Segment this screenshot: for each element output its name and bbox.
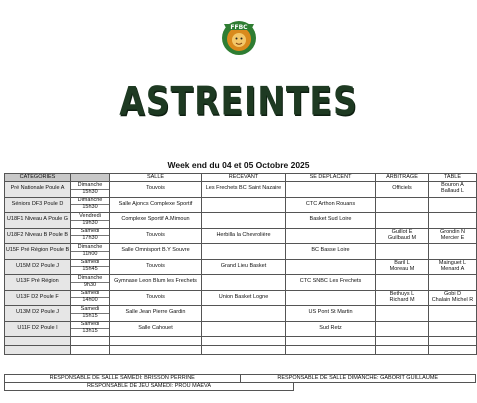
category-cell: U11F D2 Poule I (5, 321, 71, 337)
deplacent-cell (286, 259, 376, 275)
col-header-arbitrage: ARBITRAGE (376, 174, 429, 182)
table-row (5, 290, 477, 306)
table-official-1: Gobi D (443, 290, 462, 297)
table-row (5, 197, 477, 213)
salle-cell: Touvois (110, 228, 202, 244)
table-officials-cell (429, 182, 477, 198)
recevant-cell: Herbilla la Chevrolière (202, 228, 286, 244)
day-time-cell (71, 306, 110, 322)
table-officials-cell (429, 197, 477, 213)
category-cell: U13F D2 Poule F (5, 290, 71, 306)
responsables-row-2 (4, 383, 294, 391)
table-officials-cell (429, 228, 477, 244)
table-official-1: Mainguet L (438, 259, 467, 266)
table-row (5, 259, 477, 275)
deplacent-cell (286, 182, 376, 198)
time-label: 15h30 (82, 204, 98, 211)
recevant-cell: Union Basket Logne (202, 290, 286, 306)
empty-cell (71, 346, 110, 355)
day-label: Samedi (71, 291, 109, 298)
time-label: 9h30 (83, 281, 97, 288)
time-label: 19h30 (82, 219, 98, 226)
col-header-table: TABLE (429, 174, 477, 182)
empty-cell (429, 346, 477, 355)
table-official-2: Mercier E (440, 234, 465, 241)
table-row (5, 182, 477, 198)
empty-row (5, 346, 477, 355)
arbitre-2: Richard M (389, 296, 415, 303)
salle-cell: Salle Omnisport B.Y Souvre (110, 244, 202, 260)
arbitrage-cell (376, 228, 429, 244)
arbitrage-cell (376, 321, 429, 337)
arbitre-2: Guilbaud M (387, 234, 417, 241)
time-label: 15h15 (82, 312, 98, 319)
resp-salle-samedi: RESPONSABLE DE SALLE SAMEDI: BRISSON PERRINE (49, 375, 195, 381)
empty-cell (376, 346, 429, 355)
recevant-cell (202, 306, 286, 322)
table-officials-cell (429, 321, 477, 337)
empty-cell (286, 346, 376, 355)
table-row (5, 228, 477, 244)
category-cell: Pré Nationale Poule A (5, 182, 71, 198)
salle-cell: Salle Jean Pierre Gardin (110, 306, 202, 322)
day-label: Samedi (71, 260, 109, 267)
recevant-cell (202, 275, 286, 291)
table-officials-cell (429, 306, 477, 322)
time-label: 11h00 (82, 250, 98, 257)
day-time-cell (71, 259, 110, 275)
category-cell: U13M D2 Poule J (5, 306, 71, 322)
club-logo (218, 14, 260, 58)
category-cell: U15M D2 Poule J (5, 259, 71, 275)
empty-cell (5, 337, 71, 346)
table-officials-cell (429, 290, 477, 306)
recevant-cell (202, 244, 286, 260)
salle-cell: Salle Cahouet (110, 321, 202, 337)
empty-cell (5, 346, 71, 355)
empty-cell (71, 337, 110, 346)
arbitrage-cell (376, 197, 429, 213)
day-label: Vendredi (71, 214, 109, 221)
deplacent-cell: Basket Sud Loire (286, 213, 376, 229)
responsables-row-1 (4, 374, 476, 383)
empty-cell (110, 346, 202, 355)
arbitre-1: Baril L (394, 259, 410, 266)
time-label: 15h45 (82, 266, 98, 273)
deplacent-cell: BC Basse Loire (286, 244, 376, 260)
day-time-cell (71, 321, 110, 337)
day-time-cell (71, 275, 110, 291)
schedule-table (4, 173, 477, 355)
day-time-cell (71, 182, 110, 198)
recevant-cell (202, 321, 286, 337)
empty-cell (202, 337, 286, 346)
empty-cell (286, 337, 376, 346)
day-label: Samedi (71, 307, 109, 314)
arbitrage-cell (376, 259, 429, 275)
day-time-cell (71, 244, 110, 260)
lion-crest-icon (218, 14, 260, 58)
arbitrage-cell (376, 290, 429, 306)
table-official-2: Menard A (440, 265, 465, 272)
category-cell: Séniors DF3 Poule D (5, 197, 71, 213)
category-cell: U18F2 Niveau B Poule B (5, 228, 71, 244)
col-header-deplacent: SE DEPLACENT (286, 174, 376, 182)
table-row (5, 321, 477, 337)
salle-cell: Gymnase Leon Blum les Frechets (110, 275, 202, 291)
table-officials-cell (429, 213, 477, 229)
day-label: Samedi (71, 322, 109, 329)
day-time-cell (71, 290, 110, 306)
day-label: Samedi (71, 229, 109, 236)
table-officials-cell (429, 244, 477, 260)
category-cell: U15F Pré Région Poule B (5, 244, 71, 260)
empty-row (5, 337, 477, 346)
salle-cell: Touvois (110, 259, 202, 275)
col-header-time (71, 174, 110, 182)
arbitrage-cell (376, 306, 429, 322)
deplacent-cell: Sud Retz (286, 321, 376, 337)
empty-cell (429, 337, 477, 346)
table-official-2: Ballaud L (441, 188, 464, 195)
deplacent-cell: CTC SNBC Les Frechets (286, 275, 376, 291)
time-label: 13h15 (82, 328, 98, 335)
resp-salle-dimanche: RESPONSABLE DE SALLE DIMANCHE: GABORIT GUILLAUME (240, 375, 476, 382)
arbitrage-cell (376, 182, 429, 198)
empty-cell (110, 337, 202, 346)
col-header-categories: CATEGORIES (5, 174, 71, 182)
table-row (5, 275, 477, 291)
category-cell: U18F1 Niveau A Poule G (5, 213, 71, 229)
recevant-cell (202, 213, 286, 229)
deplacent-cell (286, 290, 376, 306)
salle-cell: Complexe Sportif A.Mimoun (110, 213, 202, 229)
category-cell: U13F Pré Région (5, 275, 71, 291)
salle-cell: Salle Ajoncs Complexe Sportif (110, 197, 202, 213)
empty-cell (376, 337, 429, 346)
day-time-cell (71, 228, 110, 244)
table-row (5, 244, 477, 260)
day-label: Dimanche (71, 198, 109, 205)
resp-jeu-samedi: RESPONSABLE DE JEU SAMEDI: PROU MAEVA (87, 383, 211, 389)
arbitrage-cell (376, 244, 429, 260)
time-label: 14h00 (82, 297, 98, 304)
empty-cell (202, 346, 286, 355)
arbitre-1: Guillot E (391, 228, 413, 235)
recevant-cell: Les Frechets BC Saint Nazaire (202, 182, 286, 198)
table-officials-cell (429, 275, 477, 291)
arbitre-1: Bethuys L (389, 290, 415, 297)
col-header-salle: SALLE (110, 174, 202, 182)
salle-cell: Touvois (110, 290, 202, 306)
arbitrage-cell (376, 213, 429, 229)
table-officials-cell (429, 259, 477, 275)
logo-text: FFBC (230, 24, 248, 31)
responsables-block (4, 374, 476, 391)
salle-cell: Touvois (110, 182, 202, 198)
table-row (5, 306, 477, 322)
day-label: Dimanche (71, 183, 109, 190)
table-official-2: Chalain Michel R (431, 296, 474, 303)
day-label: Dimanche (71, 245, 109, 252)
table-official-1: Bouron A (441, 182, 464, 189)
deplacent-cell: CTC Arthon Rouans (286, 197, 376, 213)
time-label: 15h30 (82, 188, 98, 195)
table-official-1: Grondin N (439, 228, 466, 235)
arbitrage-cell (376, 275, 429, 291)
arbitre-2: Moreau M (389, 265, 415, 272)
deplacent-cell: US Pont St Martin (286, 306, 376, 322)
time-label: 17h30 (82, 235, 98, 242)
recevant-cell: Grand Lieu Basket (202, 259, 286, 275)
day-time-cell (71, 197, 110, 213)
day-time-cell (71, 213, 110, 229)
page-title: ASTREINTES (119, 78, 358, 125)
day-label: Dimanche (71, 276, 109, 283)
week-heading: Week end du 04 et 05 Octobre 2025 (167, 160, 310, 170)
col-header-recevant: RECEVANT (202, 174, 286, 182)
deplacent-cell (286, 228, 376, 244)
table-row (5, 213, 477, 229)
recevant-cell (202, 197, 286, 213)
arbitre-1: Officiels (392, 185, 412, 192)
